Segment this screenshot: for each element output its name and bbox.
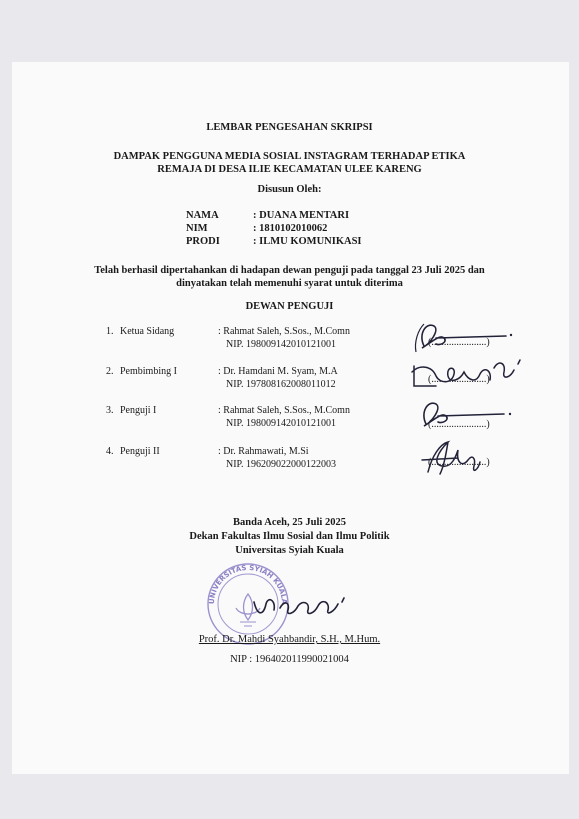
signature-penguji-2: [418, 436, 490, 478]
identity-row-name: [186, 210, 362, 223]
identity-value: : ILMU KOMUNIKASI: [253, 236, 362, 247]
identity-value: : 1810102010062: [253, 223, 328, 234]
member-detail: [218, 405, 350, 430]
member-detail: [218, 446, 336, 471]
thesis-title-line-1: DAMPAK PENGGUNA MEDIA SOSIAL INSTAGRAM TERHADAP ETIKA: [113, 151, 466, 162]
member-detail: [218, 326, 350, 351]
author-identity: [186, 210, 362, 249]
signature-line-4: (......................): [428, 457, 490, 468]
member-detail: [218, 366, 338, 391]
dean-block: [0, 516, 579, 558]
identity-row-prodi: [186, 236, 362, 249]
member-nip: NIP. 197808162008011012: [226, 378, 336, 390]
thesis-title: [0, 150, 579, 176]
place-date: Banda Aceh, 25 Juli 2025: [233, 517, 346, 528]
approval-statement: [0, 264, 579, 290]
prepared-by-label: Disusun Oleh:: [257, 184, 322, 195]
dean-nip: NIP : 196402011990021004: [230, 654, 349, 665]
board-heading: DEWAN PENGUJI: [245, 301, 334, 312]
thesis-title-line-2: REMAJA DI DESA ILIE KECAMATAN ULEE KARENG: [157, 164, 422, 175]
member-name: : Dr. Rahmawati, M.Si: [218, 446, 309, 457]
member-role: Penguji II: [120, 446, 160, 457]
dean-title: Dekan Fakultas Ilmu Sosial dan Ilmu Politik: [189, 531, 390, 542]
member-role: Ketua Sidang: [120, 326, 175, 337]
member-name: : Rahmat Saleh, S.Sos., M.Comn: [218, 405, 350, 416]
member-number: 2.: [106, 366, 114, 377]
dean-name-text: Prof. Dr. Mahdi Syahbandir, S.H., M.Hum.: [198, 634, 381, 645]
identity-key: NIM: [186, 223, 208, 234]
statement-line-1: Telah berhasil dipertahankan di hadapan dewan penguji pada tanggal 23 Juli 2025 dan: [94, 265, 485, 276]
member-role: Penguji I: [120, 405, 157, 416]
member-number: 1.: [106, 326, 114, 337]
member-nip: NIP. 198009142010121001: [226, 338, 337, 350]
member-name: : Dr. Hamdani M. Syam, M.A: [218, 366, 338, 377]
signature-dean: [246, 588, 350, 624]
identity-key: PRODI: [186, 236, 220, 247]
signature-line-2: (......................): [428, 374, 490, 385]
document-heading: LEMBAR PENGESAHAN SKRIPSI: [206, 122, 373, 133]
member-name: : Rahmat Saleh, S.Sos., M.Comn: [218, 326, 350, 337]
member-nip: NIP. 198009142010121001: [226, 417, 337, 429]
stamp-text: UNIVERSITAS SYIAH KUALA: [207, 563, 289, 605]
signature-penguji-1: [414, 396, 518, 432]
statement-line-2: dinyatakan telah memenuhi syarat untuk diterima: [176, 278, 403, 289]
signature-pembimbing-1: [406, 350, 532, 394]
identity-key: NAMA: [186, 210, 219, 221]
identity-row-nim: [186, 223, 362, 236]
signature-line-3: (......................): [428, 419, 490, 430]
member-role: Pembimbing I: [120, 366, 177, 377]
signature-line-1: (......................): [428, 337, 490, 348]
identity-value: : DUANA MENTARI: [253, 210, 350, 221]
member-number: 3.: [106, 405, 114, 416]
member-nip: NIP. 196209022000122003: [226, 458, 337, 470]
university-name: Universitas Syiah Kuala: [235, 545, 344, 556]
member-number: 4.: [106, 446, 114, 457]
dean-name: [0, 634, 579, 645]
